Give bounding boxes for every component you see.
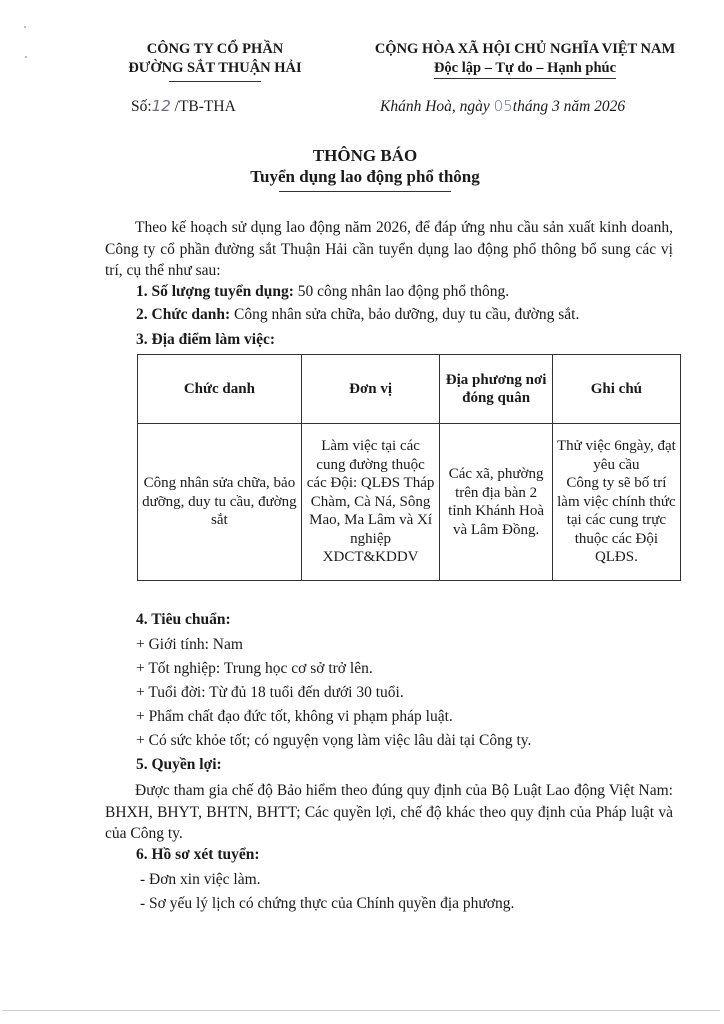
header-location: Địa phương nơi đóng quân [440,355,552,424]
document-item: - Sơ yếu lý lịch có chứng thực của Chính quyền địa phương. [140,895,515,912]
item-workplace [136,329,275,350]
document-title-block [200,146,530,192]
item-job-title-value: Công nhân sửa chữa, bảo dưỡng, duy tu cầu, đường sắt. [230,306,580,323]
item-quantity-value: 50 công nhân lao động phổ thông. [293,283,510,300]
header-job-title: Chức danh [138,355,302,424]
place-date-prefix: Khánh Hoà, ngày [380,98,494,115]
section-benefits-heading: 5. Quyền lợi: [136,756,222,773]
section-documents-heading: 6. Hồ sơ xét tuyển: [136,846,260,863]
item-job-title-label: 2. Chức danh: [136,306,231,323]
standard-item: + Giới tính: Nam [136,636,243,653]
header-unit: Đơn vị [301,355,440,424]
scan-speck [24,26,26,28]
issuer-underline [169,81,261,82]
standard-item: + Tốt nghiệp: Trung học cơ sở trở lên. [136,660,373,677]
page-edge-line [2,1010,720,1011]
issuer-block [100,40,330,82]
header-note: Ghi chú [552,355,680,424]
item-workplace-label: 3. Địa điểm làm việc: [136,331,276,348]
note-probation-prefix: Thử việc [557,438,615,455]
standard-item: + Phẩm chất đạo đức tốt, không vi phạm pháp luật. [136,708,453,725]
place-date-suffix: tháng 3 năm 2026 [512,98,626,115]
title-underline [279,191,451,192]
intro-paragraph: Theo kế hoạch sử dụng lao động năm 2026, để đáp ứng nhu cầu sản xuất kinh doanh, Công ty cổ phần đường sắt Thuận Hải cần tuyển dụng lao động phổ thông bổ sung các vị trí, cụ thể như sau: [105,219,673,279]
section-standards-heading: 4. Tiêu chuẩn: [136,611,231,628]
cell-unit: Làm việc tại các cung đường thuộc các Đội: QLĐS Tháp Chàm, Cà Ná, Sông Mao, Ma Lâm và Xí nghiệp XDCT&KDDV [301,424,440,581]
place-date [380,97,625,116]
national-header [355,40,695,78]
note-probation-handwritten: 6 [614,438,622,455]
scan-speck [25,56,27,58]
note-placement: Công ty sẽ bố trí làm việc chính thức tại các cung trực thuộc các Đội QLĐS. [557,475,676,566]
benefits-paragraph: Được tham gia chế độ Bảo hiểm theo đúng quy định của Bộ Luật Lao động Việt Nam: BHXH, BHYT, BHTN, BHTT; Các quyền lợi, chế độ khác theo quy định của Pháp luật và của Công ty. [105,782,673,842]
nation-motto-text: Độc lập – Tự do – Hạnh phúc [434,60,616,79]
nation-name: CỘNG HÒA XÃ HỘI CHỦ NGHĨA VIỆT NAM [374,41,676,57]
item-quantity [136,281,509,302]
document-subtitle: Tuyển dụng lao động phổ thông [250,167,480,186]
issuer-name-line1: CÔNG TY CỔ PHẦN [146,41,284,57]
document-number-handwritten: 12 [151,97,171,115]
note-probation [557,437,676,474]
cell-note [552,424,680,581]
workplace-table [137,354,681,581]
document-number-suffix: /TB-THA [170,98,236,115]
cell-location: Các xã, phường trên địa bàn 2 tỉnh Khánh Hoà và Lâm Đồng. [440,424,552,581]
table-header-row [138,355,681,424]
item-job-title [136,304,579,325]
cell-job-title: Công nhân sửa chữa, bảo dưỡng, duy tu cầu, đường sắt [138,424,302,581]
standard-item: + Có sức khỏe tốt; có nguyện vọng làm việc lâu dài tại Công ty. [136,732,532,749]
document-number [131,97,236,116]
document-title: THÔNG BÁO [312,146,418,165]
item-quantity-label: 1. Số lượng tuyển dụng: [136,283,294,300]
document-number-prefix: Số: [131,98,152,115]
note-probation-rest: ngày, đạt yêu cầu [593,438,676,473]
issuer-name-line2: ĐƯỜNG SẮT THUẬN HẢI [128,60,302,76]
document-item: - Đơn xin việc làm. [140,871,261,888]
nation-motto [355,59,695,78]
date-day-handwritten: 05 [493,97,513,115]
table-row [138,424,681,581]
standard-item: + Tuổi đời: Từ đủ 18 tuổi đến dưới 30 tuổi. [136,684,404,701]
